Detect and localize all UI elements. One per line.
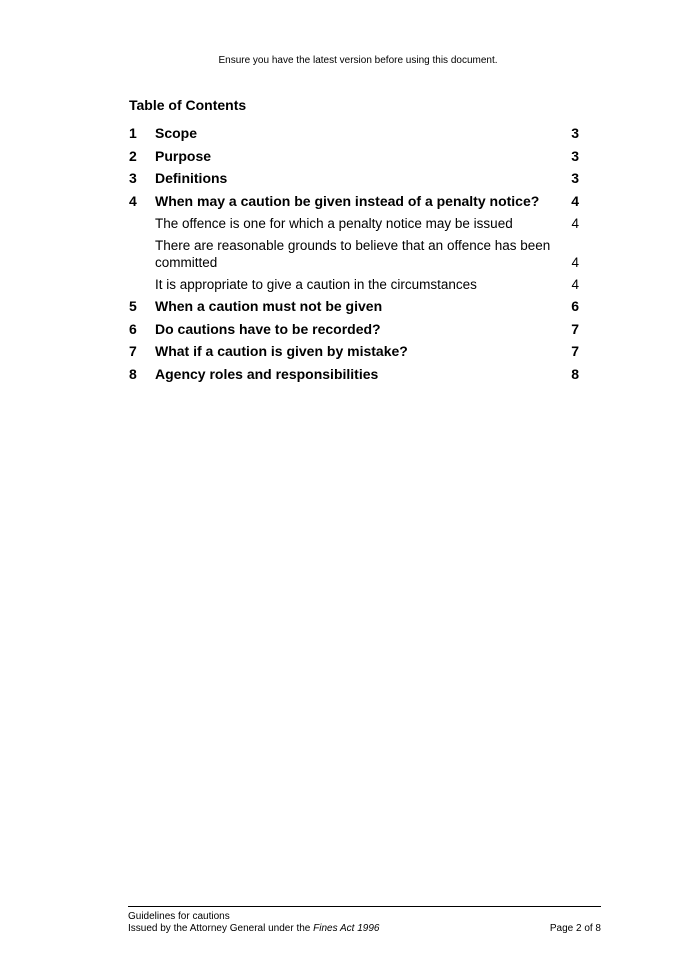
toc-entry-number: 1 [129, 125, 137, 141]
toc-entry-text: Scope [155, 125, 198, 141]
toc-entry-text: What if a caution is given by mistake? [155, 343, 408, 359]
toc-entry-page: 4 [571, 216, 579, 231]
toc-entry[interactable] [129, 215, 579, 232]
toc-entry-text: It is appropriate to give a caution in the circumstances [155, 277, 477, 292]
toc-entry[interactable] [129, 148, 579, 165]
toc-entry-number: 5 [129, 298, 137, 314]
footer-act-name: Fines Act 1996 [313, 923, 380, 934]
toc-entry-page: 3 [571, 170, 579, 186]
toc-entry[interactable] [129, 125, 579, 142]
version-notice: Ensure you have the latest version before using this document. [218, 55, 498, 66]
table-of-contents [129, 95, 579, 388]
toc-entry[interactable] [129, 321, 579, 338]
toc-entry-number: 8 [129, 365, 137, 382]
toc-entry-number: 3 [129, 170, 137, 186]
toc-entry-text: Agency roles and responsibilities [155, 365, 379, 382]
toc-entry-number: 2 [129, 147, 137, 164]
toc-entry[interactable] [129, 237, 579, 271]
toc-entry[interactable] [129, 193, 579, 210]
toc-list [129, 125, 579, 383]
footer-issued-by [128, 923, 379, 935]
page-footer [128, 906, 601, 935]
toc-title: Table of Contents [129, 97, 247, 113]
footer-page-number: Page 2 of 8 [549, 923, 601, 934]
toc-entry[interactable] [129, 343, 579, 360]
toc-entry-text: When a caution must not be given [155, 298, 383, 314]
toc-entry-text: There are reasonable grounds to believe that an offence has been committed [155, 238, 551, 270]
toc-entry-text: The offence is one for which a penalty notice may be issued [155, 216, 513, 231]
toc-entry-page: 8 [571, 365, 579, 382]
toc-entry-page: 4 [571, 277, 579, 292]
toc-entry-text: Purpose [155, 147, 212, 164]
toc-entry-number: 6 [129, 320, 137, 337]
footer-issued-prefix: Issued by the Attorney General under the [128, 923, 314, 934]
toc-entry[interactable] [129, 170, 579, 187]
toc-entry-page: 4 [571, 255, 579, 270]
toc-entry-text: When may a caution be given instead of a penalty notice? [155, 192, 540, 209]
toc-entry-number: 4 [129, 192, 137, 209]
toc-entry-page: 6 [571, 298, 579, 314]
toc-entry-number: 7 [129, 343, 137, 359]
toc-entry-page: 3 [571, 147, 579, 164]
toc-entry-page: 7 [571, 343, 579, 359]
toc-entry[interactable] [129, 298, 579, 315]
toc-entry-text: Do cautions have to be recorded? [155, 320, 381, 337]
footer-doc-title: Guidelines for cautions [128, 911, 230, 922]
toc-entry[interactable] [129, 366, 579, 383]
toc-entry-page: 3 [571, 125, 579, 141]
toc-entry-text: Definitions [155, 170, 228, 186]
toc-entry-page: 7 [571, 320, 579, 337]
toc-entry[interactable] [129, 276, 579, 293]
toc-entry-page: 4 [571, 192, 579, 209]
